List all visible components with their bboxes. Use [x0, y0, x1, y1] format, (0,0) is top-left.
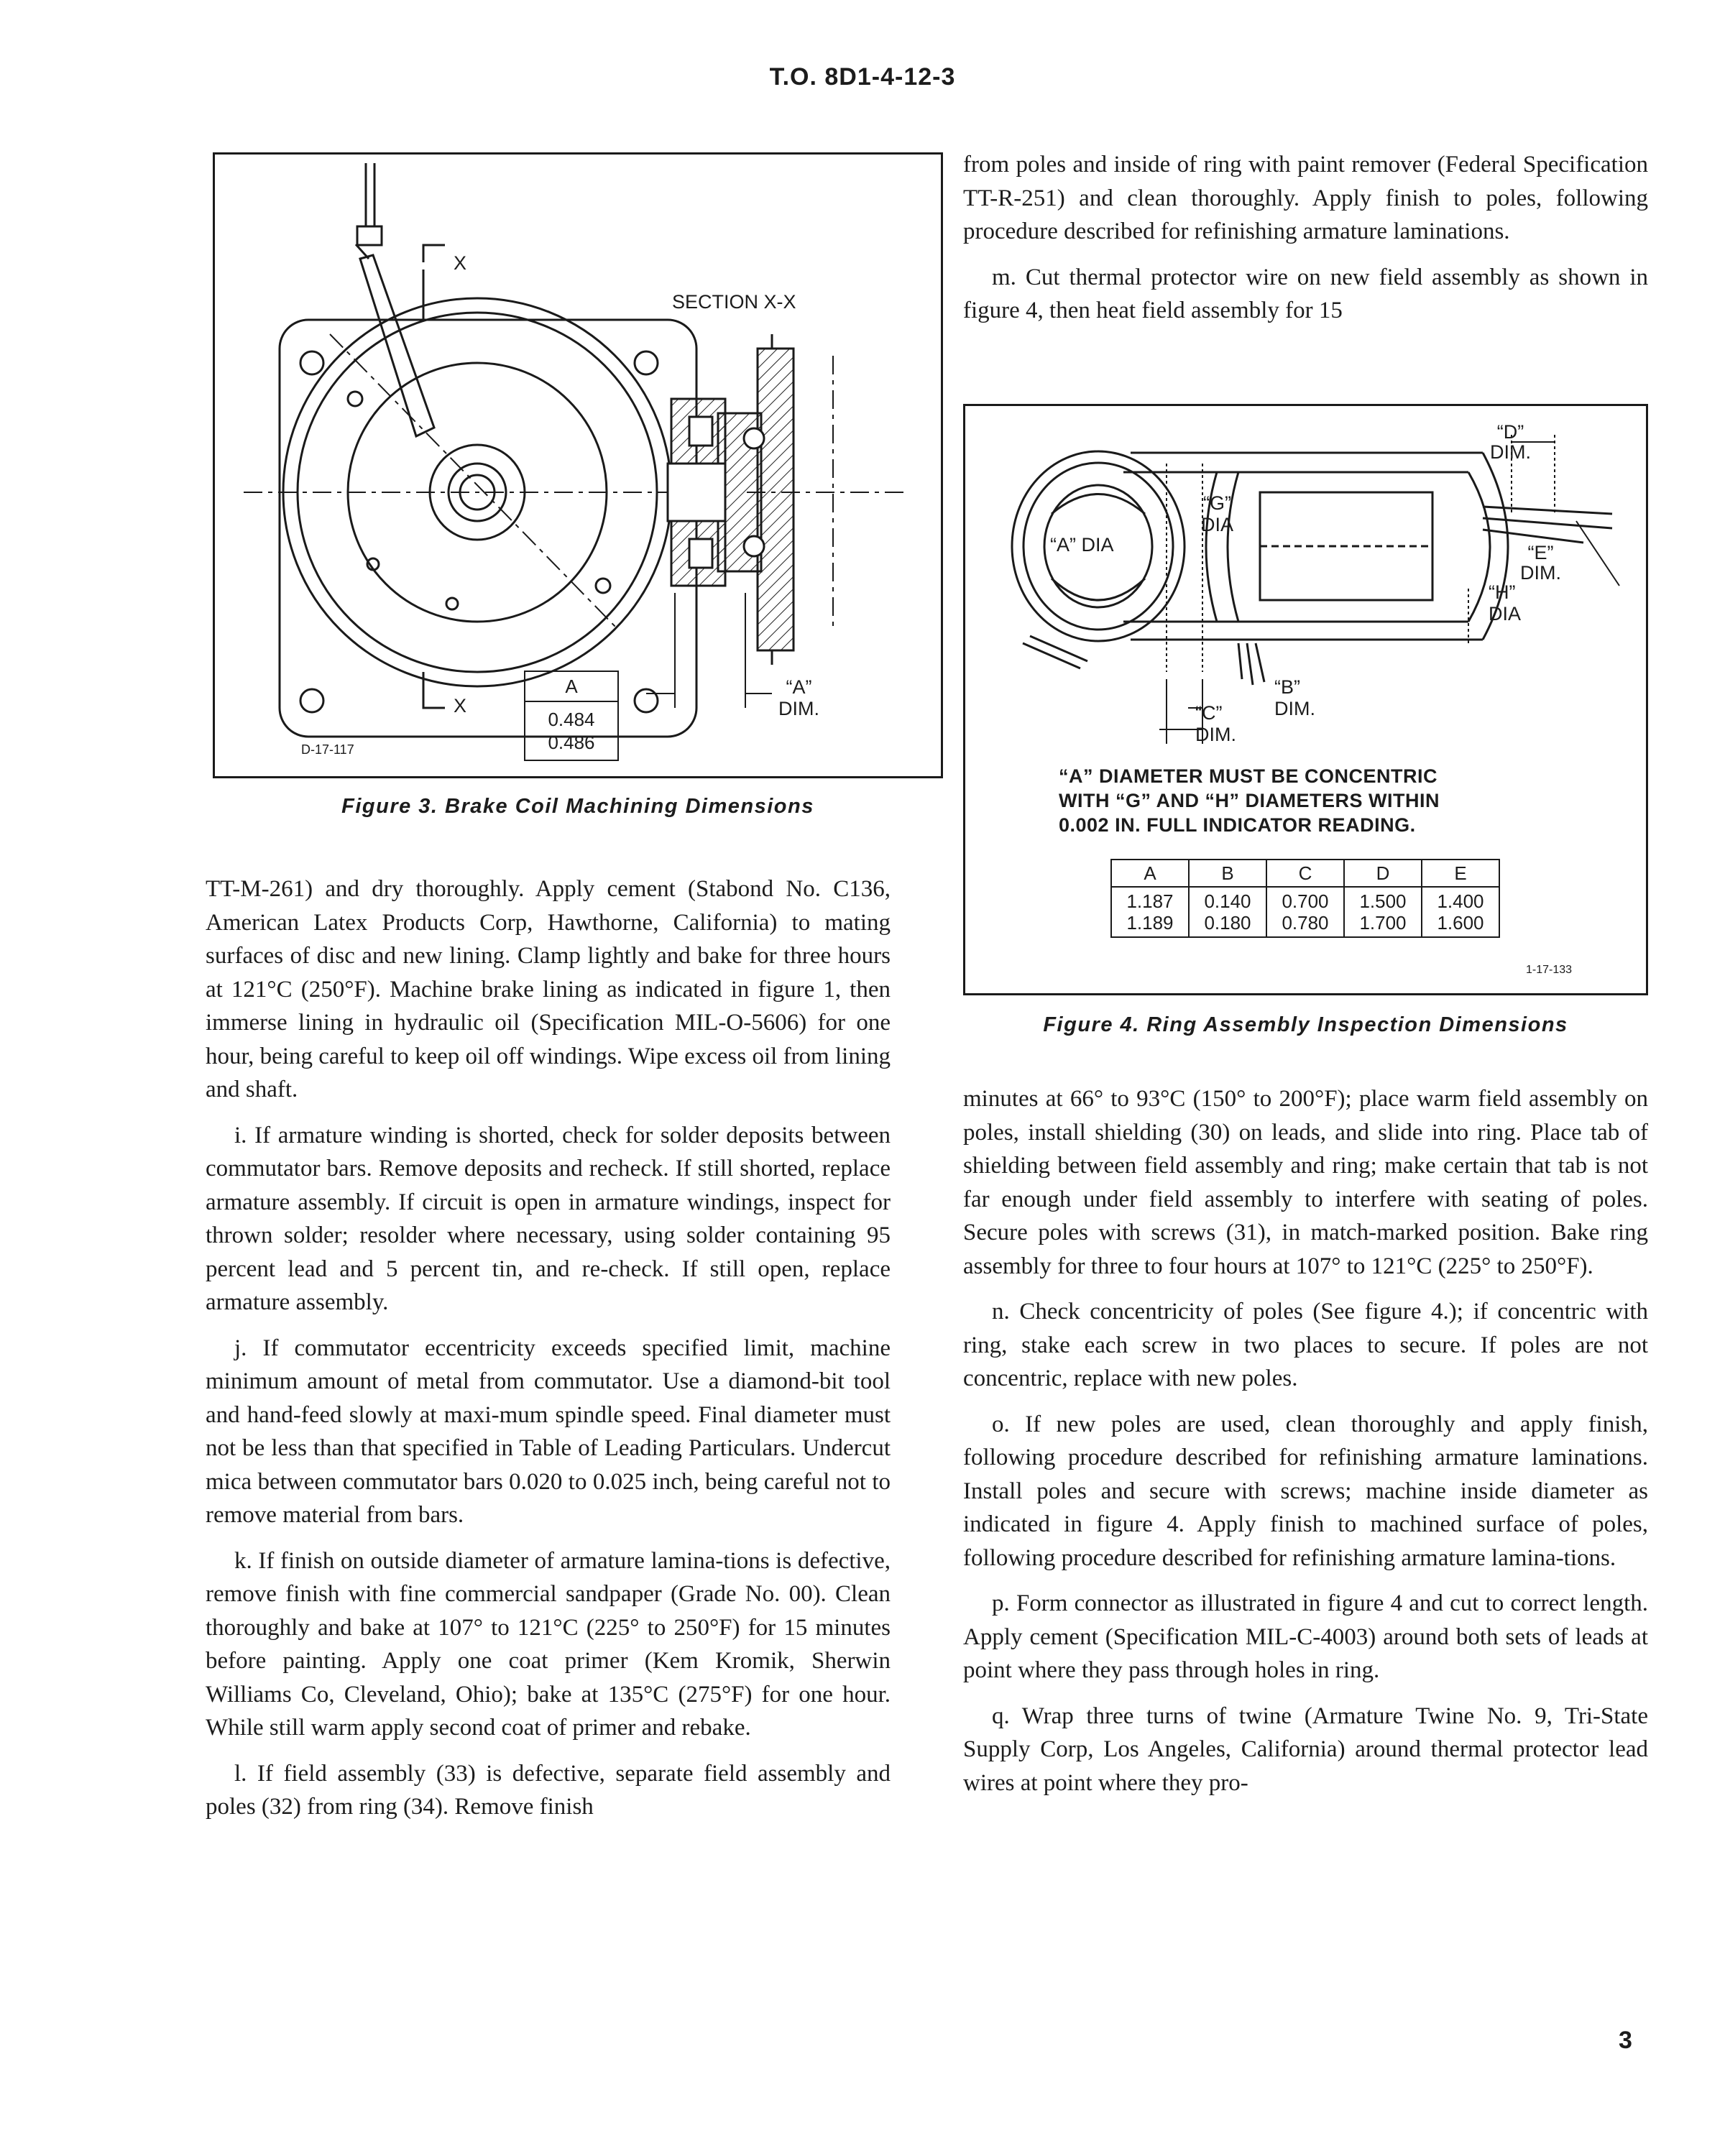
paragraph-h-cont: TT-M-261) and dry thoroughly. Apply cement (Stabond No. C136, American Latex Products Corp, Hawthorne, California) to mating surfaces of disc and new lining. Clamp lightly and bake for three hours at 121°C (250°F). Machine brake lining as indicated in figure 1, then immerse lining in hydraulic oil (Specification MIL-O-5606) for one hour, being careful to keep oil off windings. Wipe excess oil from lining and shaft. — [206, 876, 891, 1102]
note-line-1: “A” DIAMETER MUST BE CONCENTRIC — [1059, 765, 1438, 787]
drawing-number: D-17-117 — [301, 742, 354, 757]
concentricity-note — [1059, 764, 1562, 837]
fig4-col-e: E — [1422, 860, 1499, 887]
fig4-col-d: D — [1344, 860, 1422, 887]
fig4-b-max: 0.180 — [1204, 912, 1251, 934]
paragraph-m: m. Cut thermal protector wire on new field assembly as shown in figure 4, then heat field assembly for 15 — [963, 264, 1648, 323]
fig4-cell-d — [1344, 887, 1422, 937]
paragraph-j: j. If commutator eccentricity exceeds specified limit, machine minimum amount of metal from commutator. Use a diamond-bit tool and hand-feed slowly at maxi-mum spindle speed. Final diameter must not be less than that specified in Table of Leading Particulars. Undercut mica between commutator bars 0.020 to 0.025 inch, being careful not to remove material from bars. — [206, 1335, 891, 1528]
g-dia-label — [1201, 492, 1233, 535]
e-dim-1: “E” — [1527, 542, 1554, 563]
paragraph-i: i. If armature winding is shorted, check for solder deposits between commutator bars. Remove deposits and recheck. If still shorted, replace armature assembly. If circuit is open in armature windings, inspect for thrown solder; resolder where necessary, using solder containing 95 percent lead and 5 percent tin, and re-check. If still open, replace armature assembly. — [206, 1122, 891, 1315]
fig3-value-min: 0.484 — [548, 709, 595, 730]
paragraph-m-cont: minutes at 66° to 93°C (150° to 200°F); place warm field assembly on poles, install shielding (30) on leads, and slide into ring. Place tab of shielding between field assembly and ring; make certain that tab is not far enough under field assembly to interfere with seating of poles. Secure poles with screws (31), in match-marked position. Bake ring assembly for three to four hours at 107° to 121°C (225° to 250°F). — [963, 1086, 1648, 1279]
figure-3 — [213, 152, 943, 778]
fig4-a-max: 1.189 — [1126, 912, 1174, 934]
fig4-col-c: C — [1266, 860, 1344, 887]
fig4-d-max: 1.700 — [1359, 912, 1407, 934]
fig4-c-max: 0.780 — [1282, 912, 1329, 934]
a-dim-label-1: “A” — [786, 676, 812, 698]
c-dim-label — [1195, 702, 1236, 745]
figure-4 — [963, 404, 1648, 995]
fig4-cell-b — [1189, 887, 1266, 937]
fig4-e-max: 1.600 — [1437, 912, 1484, 934]
right-column-bottom — [963, 1082, 1648, 1812]
h-dia-label — [1489, 581, 1521, 625]
c-dim-2: DIM. — [1195, 724, 1236, 745]
fig4-c-min: 0.700 — [1282, 890, 1329, 912]
left-column — [206, 872, 891, 1836]
figure-4-caption: Figure 4. Ring Assembly Inspection Dimensions — [1043, 1013, 1568, 1036]
g-dia-2: DIA — [1201, 514, 1234, 535]
paragraph-l: l. If field assembly (33) is defective, separate field assembly and poles (32) from ring (34). Remove finish — [206, 1760, 891, 1820]
fig4-table-row — [1111, 887, 1499, 937]
note-line-3: 0.002 IN. FULL INDICATOR READING. — [1059, 814, 1416, 836]
right-column-top — [963, 148, 1648, 340]
h-dia-2: DIA — [1489, 603, 1522, 625]
d-dim-1: “D” — [1496, 421, 1524, 443]
fig4-cell-a — [1111, 887, 1189, 937]
fig4-d-min: 1.500 — [1359, 890, 1407, 912]
fig3-table-header: A — [525, 671, 618, 701]
figure-3-caption: Figure 3. Brake Coil Machining Dimensions — [341, 795, 814, 818]
document-header: T.O. 8D1-4-12-3 — [769, 63, 956, 91]
a-dim-label-2: DIM. — [778, 698, 819, 719]
fig3-dimension-table — [524, 671, 619, 761]
d-dim-label — [1490, 422, 1531, 462]
fig4-col-a: A — [1111, 860, 1189, 887]
fig4-b-min: 0.140 — [1204, 890, 1251, 912]
paragraph-q: q. Wrap three turns of twine (Armature Twine No. 9, Tri-State Supply Corp, Los Angeles, California) around thermal protector lead wires at point where they pro- — [963, 1703, 1648, 1796]
g-dia-1: “G” — [1203, 492, 1231, 514]
c-dim-1: “C” — [1195, 702, 1223, 724]
paragraph-o: o. If new poles are used, clean thoroughly and apply finish, following procedure described for refinishing armature laminations. Install poles and secure with screws; machine inside diameter as indicated in figure 4. Apply finish to machined surface of poles, following procedure described for refinishing armature lamina-tions. — [963, 1411, 1648, 1571]
paragraph-l-cont: from poles and inside of ring with paint remover (Federal Specification TT-R-251) and clean thoroughly. Apply finish to poles, following procedure described for refinishing armature laminations. — [963, 152, 1648, 244]
fig3-value-max: 0.486 — [548, 732, 595, 753]
a-dia-label: “A” DIA — [1050, 534, 1114, 556]
b-dim-2: DIM. — [1274, 698, 1315, 719]
b-dim-1: “B” — [1274, 676, 1300, 698]
fig4-table-header-row — [1111, 860, 1499, 887]
e-dim-label — [1520, 543, 1561, 583]
section-label: SECTION X-X — [672, 291, 796, 313]
note-line-2: WITH “G” AND “H” DIAMETERS WITHIN — [1059, 790, 1440, 811]
x-label-top: X — [454, 252, 467, 274]
fig4-cell-c — [1266, 887, 1344, 937]
fig4-e-min: 1.400 — [1437, 890, 1484, 912]
paragraph-k: k. If finish on outside diameter of armature lamina-tions is defective, remove finish with fine commercial sandpaper (Grade No. 00). Clean thoroughly and bake at 107° to 121°C (225° to 250°F) for 15 minutes before painting. Apply one coat primer (Kem Kromik, Sherwin Williams Co, Cleveland, Ohio); bake at 135°C (275°F) for one hour. While still warm apply second coat of primer and rebake. — [206, 1547, 891, 1741]
fig4-drawing-number: 1-17-133 — [1526, 964, 1573, 976]
b-dim-label — [1274, 676, 1315, 719]
fig4-cell-e — [1422, 887, 1499, 937]
fig4-dimension-table — [1110, 859, 1500, 938]
h-dia-1: “H” — [1489, 581, 1516, 603]
d-dim-2: DIM. — [1490, 441, 1531, 463]
paragraph-p: p. Form connector as illustrated in figure 4 and cut to correct length. Apply cement (Specification MIL-C-4003) around both sets of leads at point where they pass through holes in ring. — [963, 1590, 1648, 1683]
x-label-bottom: X — [454, 695, 467, 717]
e-dim-2: DIM. — [1520, 562, 1561, 584]
fig3-table-values — [525, 701, 618, 760]
fig4-col-b: B — [1189, 860, 1266, 887]
a-dim-label — [778, 676, 819, 719]
fig4-a-min: 1.187 — [1126, 890, 1174, 912]
page-number: 3 — [1619, 2027, 1632, 2054]
paragraph-n: n. Check concentricity of poles (See figure 4.); if concentric with ring, stake each screw in two places to secure. If poles are not concentric, replace with new poles. — [963, 1299, 1648, 1391]
